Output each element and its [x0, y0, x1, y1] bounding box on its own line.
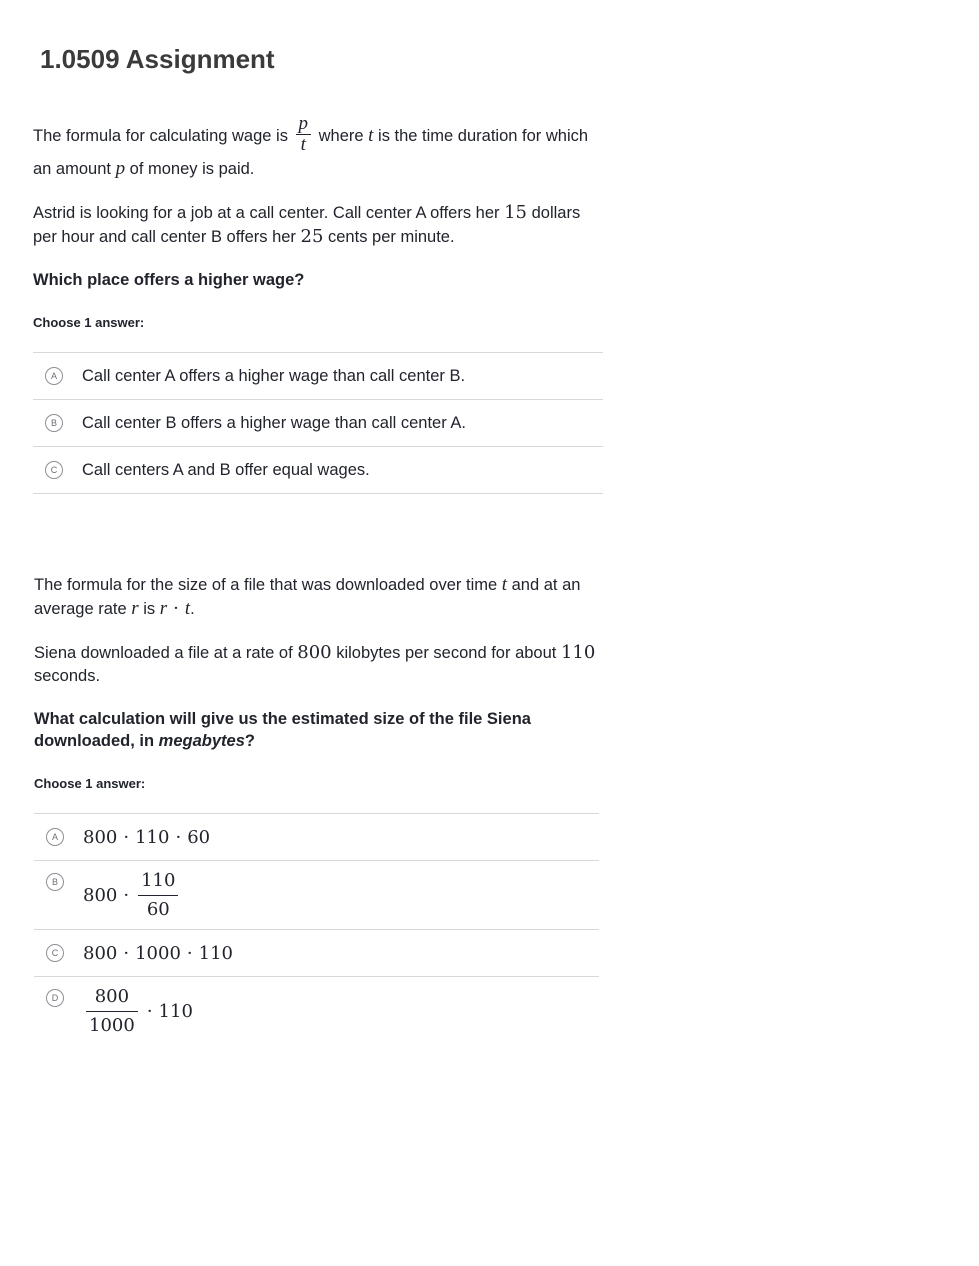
q1-story-text: dollars per hour and call center B offers her [33, 204, 581, 246]
q2-choice-list [34, 813, 599, 1045]
expr-fraction [86, 983, 138, 1040]
fraction-numerator: 800 [86, 983, 138, 1012]
q2-story-text: seconds. [34, 667, 101, 685]
choice-letter-b: B [46, 873, 64, 891]
multiply-dot: · [123, 884, 130, 906]
choice-letter-c: C [45, 461, 63, 479]
q2-story [34, 641, 599, 688]
number-800: 800 [297, 642, 332, 663]
q2-story-text: Siena downloaded a file at a rate of [34, 644, 298, 662]
q2-choice-d[interactable] [34, 977, 599, 1045]
q1-choice-c-text: Call centers A and B offer equal wages. [82, 461, 370, 479]
q2-choice-d-expression [83, 983, 193, 1040]
fraction-denominator: 60 [146, 898, 170, 920]
variable-t: t [368, 124, 374, 146]
q2-prompt-emphasis: megabytes [158, 732, 245, 750]
q1-choice-a-text: Call center A offers a higher wage than call center B. [82, 367, 466, 385]
q2-intro-text: and at an average rate [34, 576, 581, 618]
variable-p: p [115, 158, 126, 179]
q1-choice-b[interactable] [33, 400, 603, 447]
wage-fraction [296, 114, 312, 155]
expr-term: 800 [83, 884, 118, 906]
q1-intro-text: where [314, 126, 369, 145]
q2-prompt-text: ? [244, 732, 255, 750]
variable-t: t [501, 574, 508, 595]
variable-r: r [131, 598, 139, 619]
wage-fraction-denominator: t [300, 134, 306, 155]
question-1 [33, 113, 603, 494]
q1-story-text: Astrid is looking for a job at a call center. Call center A offers her [33, 204, 505, 222]
q1-intro-text: The formula for calculating wage is [33, 126, 293, 145]
choice-letter-b: B [45, 414, 63, 432]
q1-intro [33, 113, 603, 181]
multiply-dot: · [186, 942, 193, 964]
multiply-dot: · [123, 826, 130, 848]
q2-intro-text: . [190, 600, 195, 618]
choice-letter-a: A [46, 828, 64, 846]
q1-intro-text: of money is paid. [125, 160, 255, 178]
q2-intro [34, 573, 599, 621]
q2-choice-b-expression [83, 867, 181, 924]
expr-term: 800 [83, 942, 118, 964]
expr-term: 110 [158, 1000, 193, 1022]
expr-term: 60 [187, 826, 211, 848]
expr-term: 110 [198, 942, 233, 964]
q2-choice-c[interactable] [34, 930, 599, 977]
q1-choice-c[interactable] [33, 447, 603, 494]
q2-prompt [34, 708, 599, 752]
choice-letter-a: A [45, 367, 63, 385]
q1-choice-a[interactable] [33, 353, 603, 400]
expr-fraction [138, 867, 178, 924]
choice-letter-d: D [46, 989, 64, 1007]
expr-term: 800 [83, 826, 118, 848]
multiply-dot: · [175, 826, 182, 848]
wage-fraction-numerator: p [296, 114, 312, 135]
q2-choice-b[interactable] [34, 861, 599, 930]
q2-choice-c-expression [83, 943, 233, 964]
fraction-denominator: 1000 [89, 1014, 135, 1036]
q2-story-text: kilobytes per second for about [331, 644, 561, 662]
choice-letter-c: C [46, 944, 64, 962]
multiply-dot: · [173, 598, 179, 619]
multiply-dot: · [146, 1000, 153, 1022]
question-2 [34, 573, 599, 1045]
q1-story [33, 201, 603, 249]
q1-choose-label: Choose 1 answer: [33, 315, 145, 330]
q2-choice-a-expression [83, 827, 210, 848]
q1-intro-text: is the time duration for which an amount [33, 126, 589, 178]
expr-term: 1000 [135, 942, 181, 964]
expression-r: r [159, 598, 168, 619]
q2-intro-text: is [138, 600, 160, 618]
q2-choice-a[interactable] [34, 814, 599, 861]
q2-prompt-text: What calculation will give us the estimated size of the file Siena downloaded, in [34, 710, 531, 750]
number-110: 110 [560, 642, 596, 663]
number-25: 25 [300, 226, 324, 247]
q1-choice-b-text: Call center B offers a higher wage than call center A. [82, 414, 466, 432]
q2-choose-label: Choose 1 answer: [34, 776, 146, 791]
q1-prompt: Which place offers a higher wage? [33, 271, 305, 289]
expression-t: t [184, 598, 191, 619]
expr-term: 110 [135, 826, 170, 848]
q2-intro-text: The formula for the size of a file that was downloaded over time [34, 576, 502, 594]
multiply-dot: · [123, 942, 130, 964]
page-title: 1.0509 Assignment [40, 44, 275, 74]
q1-choice-list [33, 352, 603, 494]
q1-story-text: cents per minute. [323, 228, 455, 246]
number-15: 15 [504, 202, 528, 223]
fraction-numerator: 110 [138, 867, 178, 896]
